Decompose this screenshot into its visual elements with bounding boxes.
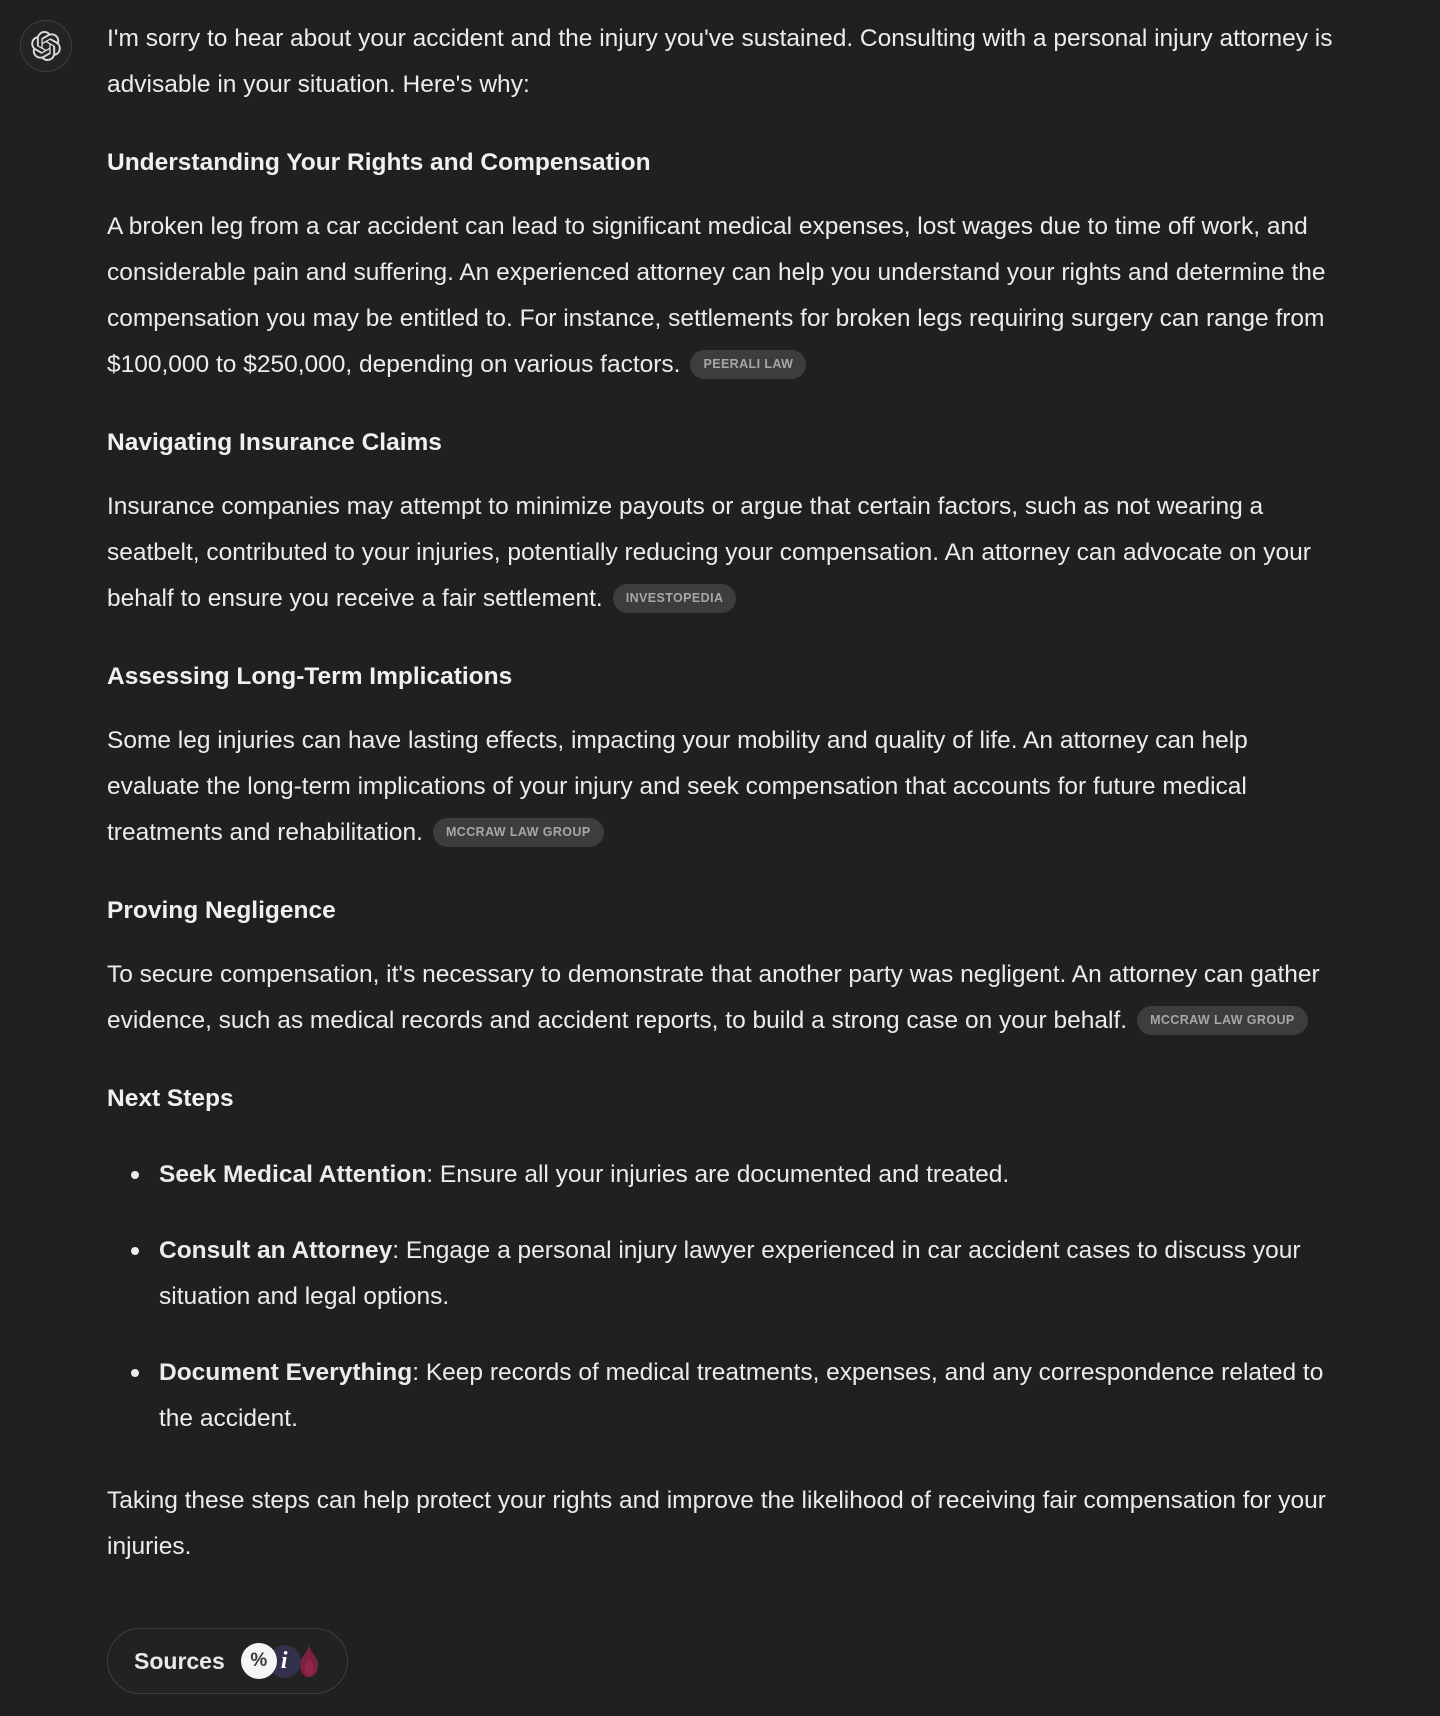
assistant-avatar (20, 20, 72, 72)
list-item-document (131, 1350, 1341, 1442)
section-body: Some leg injuries can have lasting effects, impacting your mobility and quality of life. An attorney can help evaluate the long-term implications of your injury and seek compensation that accounts for future medical treatments and rehabilitation. (107, 727, 1248, 846)
investopedia-favicon-icon: i (268, 1645, 301, 1678)
sources-button[interactable] (107, 1628, 348, 1694)
section-body: Insurance companies may attempt to minimize payouts or argue that certain factors, such as not wearing a seatbelt, contributed to your injuries, potentially reducing your compensation. An attorney can advocate on your behalf to ensure you receive a fair settlement. (107, 493, 1311, 612)
citation-badge-mccraw-2[interactable]: MCCRAW LAW GROUP (1137, 1006, 1308, 1035)
list-item-bold: Seek Medical Attention (159, 1161, 427, 1188)
mccraw-law-group-flame-icon (299, 1644, 319, 1678)
list-item-text: : Engage a personal injury lawyer experienced in car accident cases to discuss your situation and legal options. (159, 1237, 1301, 1310)
section-body: A broken leg from a car accident can lead to significant medical expenses, lost wages due to time off work, and considerable pain and suffering. An experienced attorney can help you understand your rights and determine the compensation you may be entitled to. For instance, settlements for broken legs requiring surgery can range from $100,000 to $250,000, depending on various factors. (107, 213, 1326, 378)
list-item-medical (131, 1152, 1341, 1198)
section-heading-rights: Understanding Your Rights and Compensation (107, 149, 651, 176)
assistant-message-content (107, 14, 1341, 1708)
sources-label: Sources (134, 1647, 225, 1674)
list-item-attorney (131, 1228, 1341, 1320)
intro-paragraph: I'm sorry to hear about your accident and the injury you've sustained. Consulting with a personal injury attorney is advisable in your situation. Here's why: (107, 25, 1333, 98)
section-paragraph-negligence (107, 952, 1341, 1044)
citation-badge-peerali[interactable]: PEERALI LAW (690, 350, 806, 379)
list-item-text: : Ensure all your injuries are documented and treated. (426, 1161, 1010, 1188)
section-paragraph-rights (107, 204, 1341, 388)
closing-paragraph: Taking these steps can help protect your rights and improve the likelihood of receiving fair compensation for your injuries. (107, 1487, 1326, 1560)
openai-logo-icon (31, 31, 61, 61)
peerali-law-favicon-icon: % (241, 1643, 277, 1679)
citation-badge-investopedia[interactable]: INVESTOPEDIA (613, 584, 737, 613)
section-heading-negligence: Proving Negligence (107, 897, 336, 924)
list-item-bold: Document Everything (159, 1359, 413, 1386)
source-favicons (241, 1643, 319, 1679)
section-body: To secure compensation, it's necessary to demonstrate that another party was negligent. An attorney can gather evidence, such as medical records and accident reports, to build a strong case on your behalf. (107, 961, 1320, 1034)
section-heading-insurance: Navigating Insurance Claims (107, 429, 442, 456)
list-item-text: : Keep records of medical treatments, expenses, and any correspondence related to the accident. (159, 1359, 1324, 1432)
section-heading-next-steps: Next Steps (107, 1085, 234, 1112)
section-paragraph-insurance (107, 484, 1341, 622)
section-heading-longterm: Assessing Long-Term Implications (107, 663, 513, 690)
citation-badge-mccraw-1[interactable]: MCCRAW LAW GROUP (433, 818, 604, 847)
section-paragraph-longterm (107, 718, 1341, 856)
list-item-bold: Consult an Attorney (159, 1237, 393, 1264)
next-steps-list (107, 1152, 1341, 1442)
